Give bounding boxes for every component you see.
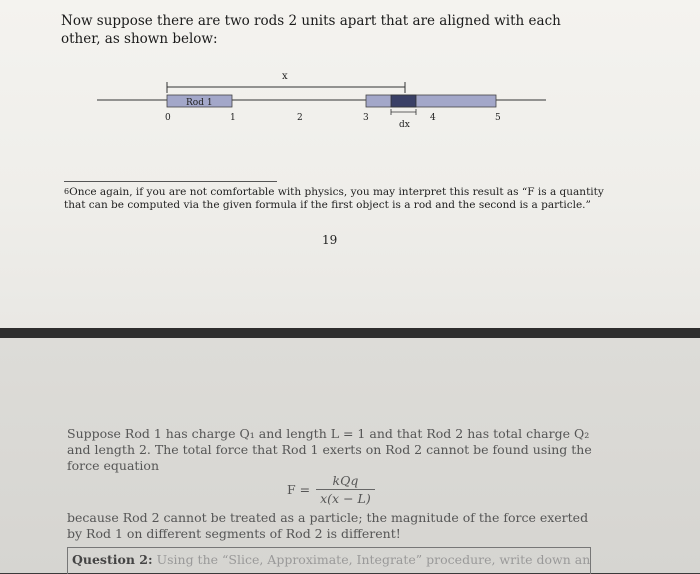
question-box [67, 547, 591, 574]
dx-label: dx [399, 120, 410, 130]
tick-label: 3 [363, 113, 369, 123]
fraction-bar [316, 489, 375, 490]
rods-diagram [0, 0, 700, 180]
tick-label: 2 [297, 113, 303, 123]
footnote-marker: 6 [64, 187, 70, 196]
formula-fraction [316, 473, 375, 506]
rod-2-slice-dx [391, 95, 416, 107]
rod-1-label: Rod 1 [186, 98, 213, 108]
force-formula [287, 473, 375, 506]
formula-lhs: F = [287, 482, 311, 497]
question-text: Using the “Slice, Approximate, Integrate” procedure, write down an [156, 552, 591, 567]
formula-numerator: kQq [332, 473, 359, 488]
formula-denominator: x(x − L) [320, 491, 371, 506]
rod-2 [366, 95, 496, 107]
x-label: x [282, 71, 288, 82]
paragraph-rods-charge: Suppose Rod 1 has charge Q₁ and length L = 1 and that Rod 2 has total charge Q₂ and length 2. The total force that Rod 1 exerts on Rod 2 cannot be found using the force equation [67, 426, 592, 473]
tick-label: 0 [165, 113, 171, 123]
tick-label: 4 [430, 113, 436, 123]
intro-text: Now suppose there are two rods 2 units apart that are aligned with each other, as shown below: [61, 13, 561, 47]
footnote [64, 186, 624, 212]
footnote-rule [64, 181, 277, 182]
question-label: Question 2: [72, 552, 153, 567]
textbook-page-lower [0, 338, 700, 573]
page-gap [0, 328, 700, 338]
footnote-text: Once again, if you are not comfortable with physics, you may interpret this result as “F is a quantity that can be computed via the given formula if the first object is a rod and the second is a particle.” [64, 186, 604, 211]
page-number: 19 [322, 233, 338, 247]
tick-label: 1 [230, 113, 236, 123]
paragraph-explanation: because Rod 2 cannot be treated as a particle; the magnitude of the force exerted by Rod 1 on different segments of Rod 2 is different! [67, 510, 589, 541]
tick-label: 5 [495, 113, 501, 123]
